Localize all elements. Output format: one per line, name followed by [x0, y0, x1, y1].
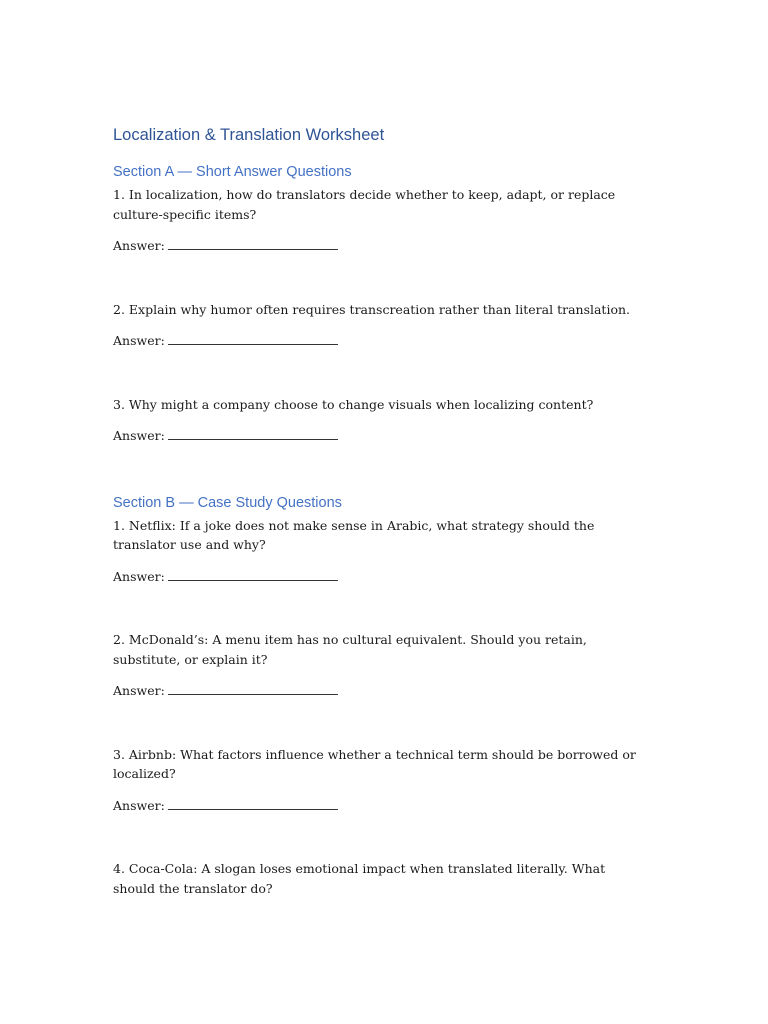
worksheet-content [113, 124, 645, 910]
answer-label: Answer: [113, 568, 165, 584]
answer-blank[interactable] [168, 681, 338, 695]
section-a-question-3: 3. Why might a company choose to change visuals when localizing content? [113, 396, 594, 412]
answer-label: Answer: [113, 333, 165, 348]
answer-blank[interactable] [168, 236, 338, 250]
section-b-question-4: 4. Coca-Cola: A slogan loses emotional impact when translated literally. What should the translator do? [113, 861, 606, 896]
section-a-heading: Section A — Short Answer Questions [113, 164, 352, 180]
answer-blank[interactable] [168, 426, 338, 440]
answer-blank[interactable] [168, 567, 338, 581]
section-a-question-1: 1. In localization, how do translators decide whether to keep, adapt, or replace culture-specific items? [113, 187, 616, 222]
section-b-question-2: 2. McDonald’s: A menu item has no cultural equivalent. Should you retain, substitute, or explain it? [113, 632, 587, 667]
answer-label: Answer: [113, 428, 165, 443]
worksheet-title: Localization & Translation Worksheet [113, 126, 385, 144]
answer-line [113, 426, 645, 446]
answer-blank[interactable] [168, 331, 338, 345]
answer-line [113, 567, 645, 587]
answer-line [113, 331, 645, 351]
answer-label: Answer: [113, 238, 165, 253]
section-b-heading: Section B — Case Study Questions [113, 494, 342, 511]
answer-line [113, 236, 645, 256]
section-a-question-2: 2. Explain why humor often requires transcreation rather than literal translation. [113, 301, 631, 317]
answer-label: Answer: [113, 683, 165, 698]
section-b-question-3: 3. Airbnb: What factors influence whether a technical term should be borrowed or localized? [113, 746, 636, 781]
answer-label: Answer: [113, 797, 165, 813]
answer-line [113, 796, 645, 816]
answer-blank[interactable] [168, 796, 338, 810]
section-b-question-1: 1. Netflix: If a joke does not make sense in Arabic, what strategy should the translator use and why? [113, 517, 595, 552]
answer-line [113, 681, 645, 701]
